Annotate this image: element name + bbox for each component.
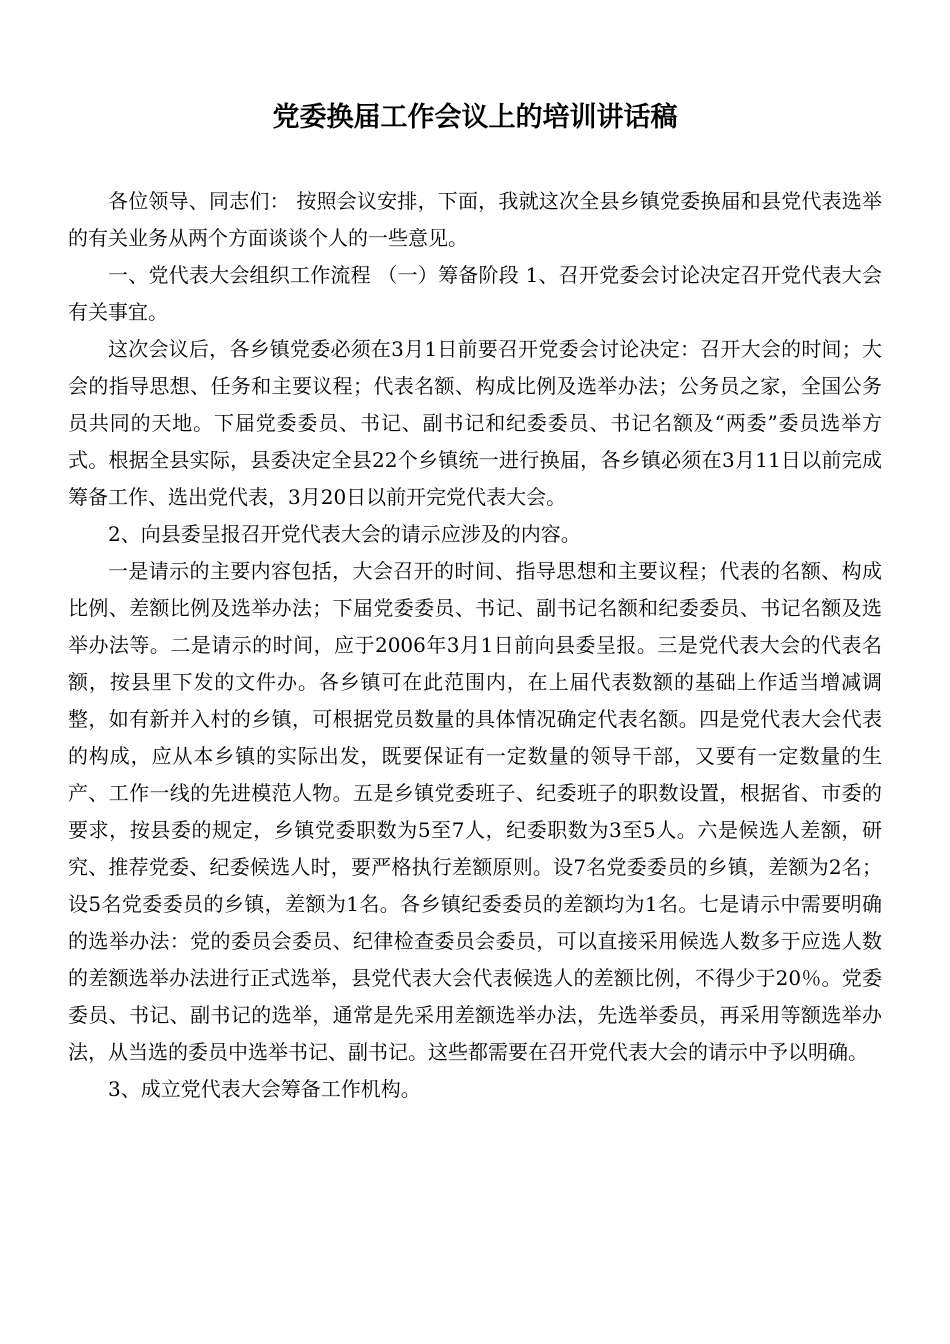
document-body <box>68 183 882 1108</box>
paragraph-opening: 各位领导、同志们： 按照会议安排，下面，我就这次全县乡镇党委换届和县党代表选举的有关业务从两个方面谈谈个人的一些意见。 <box>68 189 882 250</box>
document-title: 党委换届工作会议上的培训讲话稿 <box>272 102 678 133</box>
paragraph-item-two: 2、向县委呈报召开党代表大会的请示应涉及的内容。 <box>108 522 581 546</box>
paragraph-item-three: 3、成立党代表大会筹备工作机构。 <box>108 1077 421 1101</box>
paragraph-section-one: 一、党代表大会组织工作流程 （一）筹备阶段 1、召开党委会讨论决定召开党代表大会有关事宜。 <box>68 263 882 324</box>
paragraph-request-content: 一是请示的主要内容包括，大会召开的时间、指导思想和主要议程；代表的名额、构成比例、差额比例及选举办法；下届党委委员、书记、副书记名额和纪委委员、书记名额及选举办法等。二是请示的时间，应于2006年3月1日前向县委呈报。三是党代表大会的代表名额，按县里下发的文件办。各乡镇可在此范围内，在上届代表数额的基础上作适当增减调整，如有新并入村的乡镇，可根据党员数量的具体情况确定代表名额。四是党代表大会代表的构成，应从本乡镇的实际出发，既要保证有一定数量的领导干部，又要有一定数量的生产、工作一线的先进模范人物。五是乡镇党委班子、纪委班子的职数设置，根据省、市委的要求，按县委的规定，乡镇党委职数为5至7人，纪委职数为3至5人。六是候选人差额，研究、推荐党委、纪委候选人时，要严格执行差额原则。设7名党委委员的乡镇，差额为2名；设5名党委委员的乡镇，差额为1名。各乡镇纪委委员的差额均为1名。七是请示中需要明确的选举办法：党的委员会委员、纪律检查委员会委员，可以直接采用候选人数多于应选人数的差额选举办法进行正式选举，县党代表大会代表候选人的差额比例，不得少于20％。党委委员、书记、副书记的选举，通常是先采用差额选举办法，先选举委员，再采用等额选举办法，从当选的委员中选举书记、副书记。这些都需要在召开党代表大会的请示中予以明确。 <box>68 559 882 1064</box>
paragraph-meeting-decision: 这次会议后，各乡镇党委必须在3月1日前要召开党委会讨论决定：召开大会的时间；大会的指导思想、任务和主要议程；代表名额、构成比例及选举办法；公务员之家，全国公务员共同的天地。下届党委委员、书记、副书记和纪委委员、书记名额及“两委”委员选举方式。根据全县实际，县委决定全县22个乡镇统一进行换届，各乡镇必须在3月11日以前完成筹备工作、选出党代表，3月20日以前开完党代表大会。 <box>68 337 882 509</box>
